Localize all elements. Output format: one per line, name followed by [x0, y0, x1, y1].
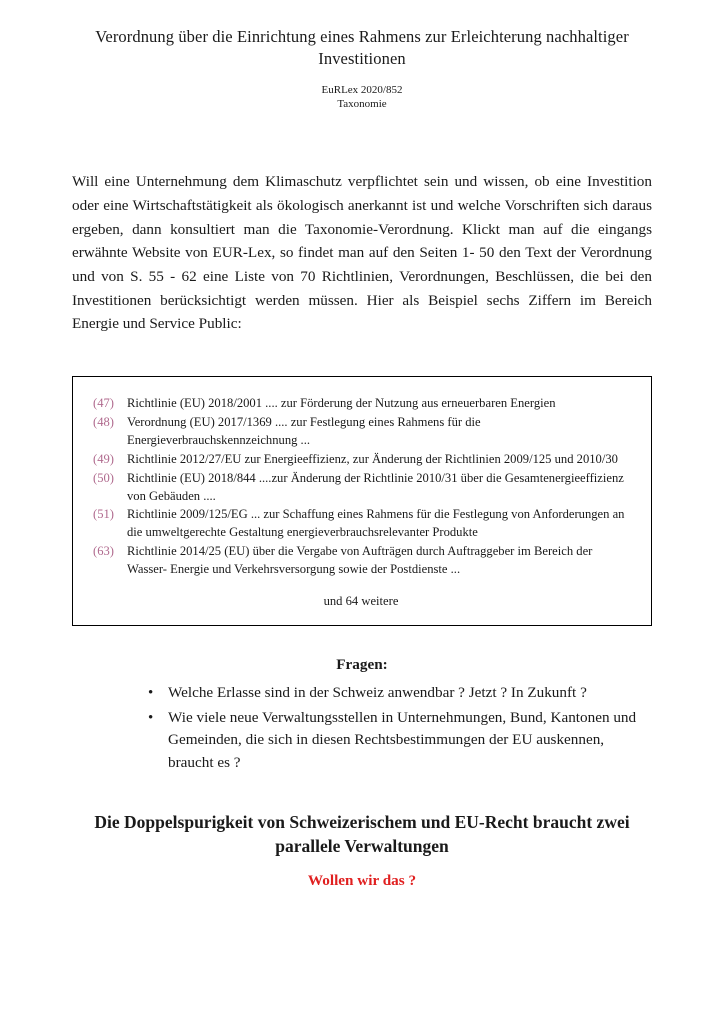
list-item: [93, 543, 629, 579]
list-item: [93, 451, 629, 469]
list-item: [93, 470, 629, 506]
conclusion-statement: Die Doppelspurigkeit von Schweizerischem und EU-Recht braucht zwei parallele Verwaltungen: [94, 812, 630, 856]
directive-text: Richtlinie 2014/25 (EU) über die Vergabe von Aufträgen durch Auftraggeber im Bereich der Wasser- Energie und Verkehrsversorgung sowie der Postdienste ...: [127, 544, 593, 577]
directive-number: (51): [93, 507, 114, 522]
list-item: • Welche Erlasse sind in der Schweiz anwendbar ? Jetzt ? In Zukunft ?: [148, 682, 652, 705]
directive-text: Richtlinie 2012/27/EU zur Energieeffizienz, zur Änderung der Richtlinien 2009/125 und 2010/30: [127, 451, 618, 466]
directive-number: (49): [93, 451, 114, 466]
list-item: [93, 506, 629, 542]
intro-paragraph: Will eine Unternehmung dem Klimaschutz verpflichtet sein und wissen, ob eine Investition oder eine Wirtschaftstätigkeit als ökologisch anerkannt ist und welche Vorschriften sich daraus ergeben, dann konsultiert man die Taxonomie-Verordnung. Klickt man auf die eingangs erwähnte Website von EUR-Lex, so findet man auf den Seiten 1- 50 den Text der Verordnung und von S. 55 - 62 eine Liste von 70 Richtlinien, Verordnungen, Beschlüssen, die bei den Investitionen berücksichtigt werden müssen. Hier als Beispiel sechs Ziffern im Bereich Energie und Service Public:: [72, 173, 652, 333]
directive-text: Richtlinie (EU) 2018/844 ....zur Änderung der Richtlinie 2010/31 über die Gesamtenergieeffizienz von Gebäuden ....: [127, 470, 624, 503]
list-item: [93, 395, 629, 413]
directive-number: (47): [93, 396, 114, 411]
directive-number: (50): [93, 470, 114, 485]
page-title: Verordnung über die Einrichtung eines Rahmens zur Erleichterung nachhaltiger Investitionen: [95, 27, 629, 69]
document-reference-name: Taxonomie: [337, 98, 387, 111]
call-out-text: Wollen wir das ?: [307, 872, 417, 890]
directive-text: Verordnung (EU) 2017/1369 .... zur Festlegung eines Rahmens für die Energieverbrauchskennzeichnung ...: [127, 415, 481, 447]
directive-text: Richtlinie (EU) 2018/2001 .... zur Förderung der Nutzung aus erneuerbaren Energien: [127, 396, 556, 411]
list-item: • Wie viele neue Verwaltungsstellen in Unternehmungen, Bund, Kantonen und Gemeinden, die sich in diesen Rechtsbestimmungen der EU auskennen, braucht es ?: [148, 707, 652, 775]
directive-number: (48): [93, 415, 114, 430]
questions-heading: Fragen:: [336, 655, 388, 673]
questions-list: [72, 682, 652, 775]
directives-footer: und 64 weitere: [323, 593, 399, 608]
document-reference-id: EuRLex 2020/852: [321, 83, 403, 96]
directive-number: (63): [93, 544, 114, 559]
directives-box: [72, 376, 652, 626]
list-item: [93, 414, 629, 450]
directive-text: Richtlinie 2009/125/EG ... zur Schaffung eines Rahmens für die Festlegung von Anforderungen an die umweltgerechte Gestaltung energieverbrauchsrelevanter Produkte: [127, 507, 625, 540]
document-reference: [72, 71, 652, 113]
